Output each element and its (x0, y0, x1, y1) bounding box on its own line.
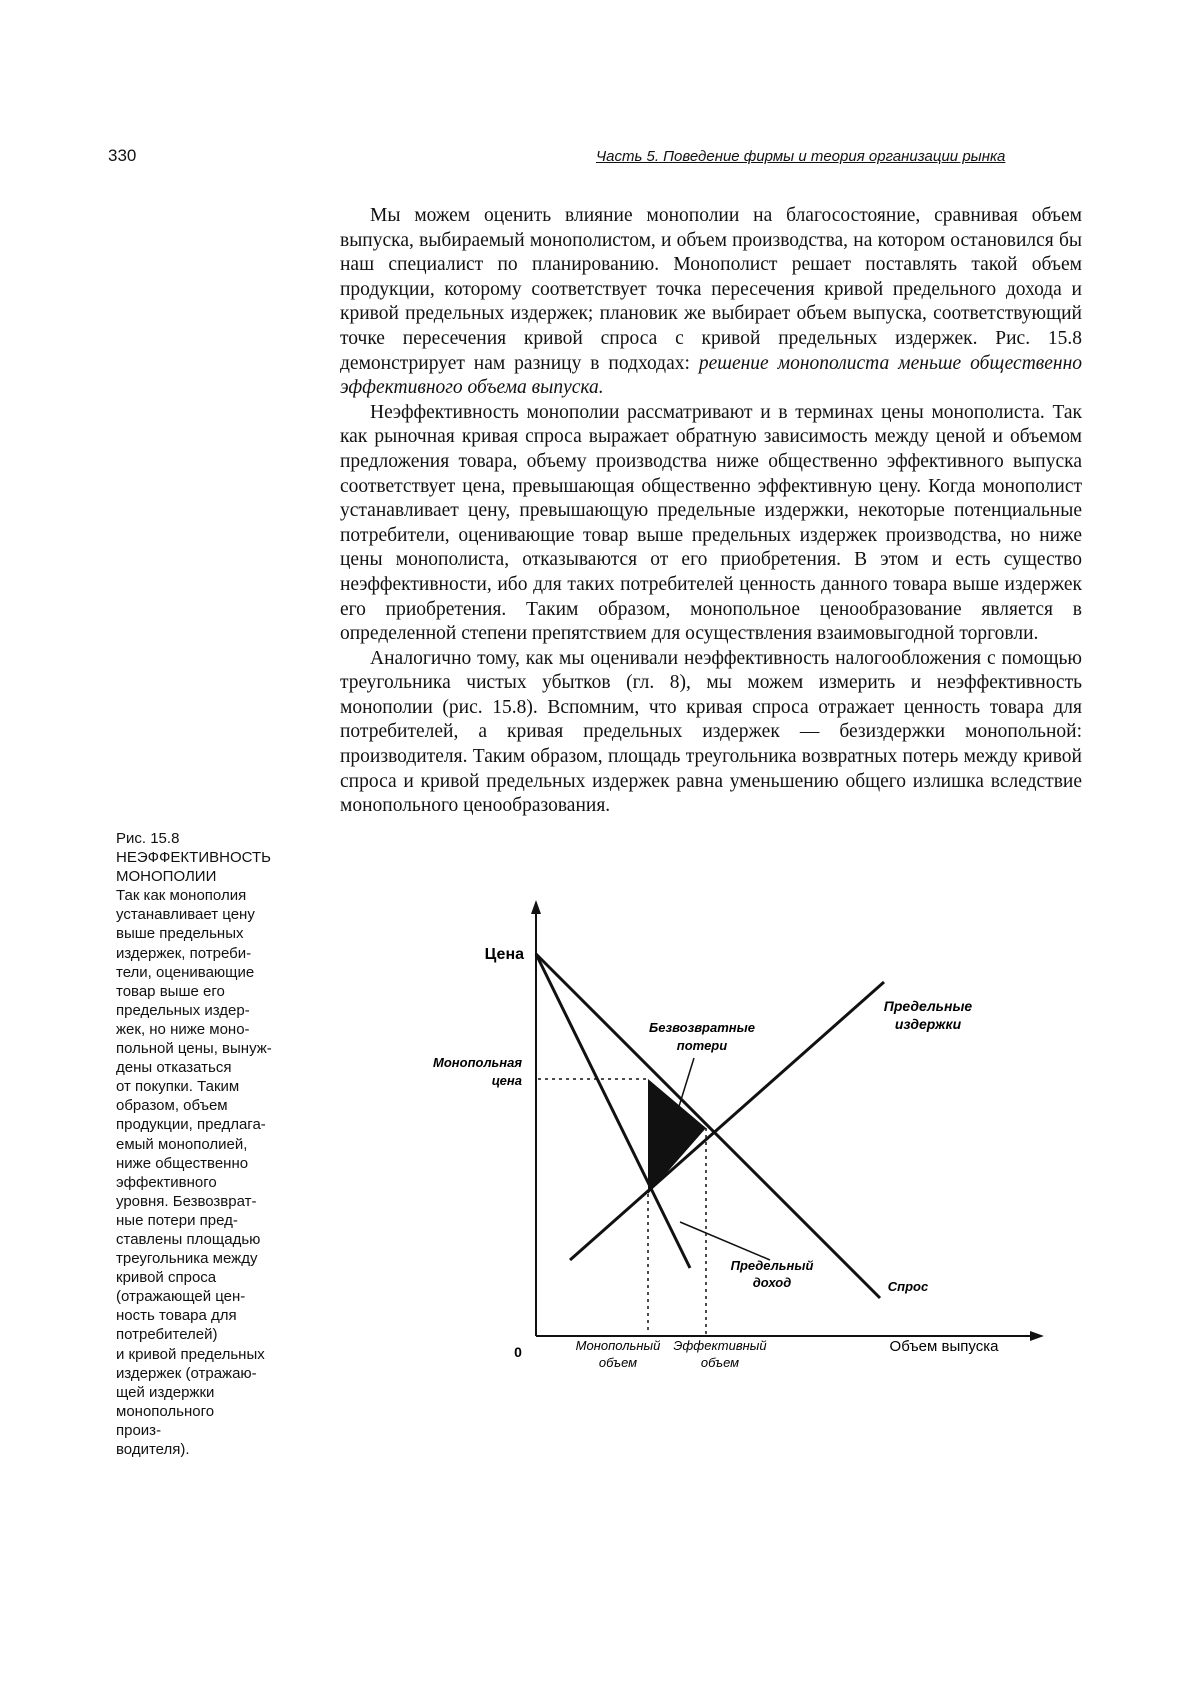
deadweight-label-2: потери (676, 1038, 728, 1053)
paragraph-1-text: Мы можем оценить влияние монополии на благосостояние, сравнивая объем выпуска, выбираемый монополистом, и объем производства, на котором остановился бы наш специалист по планированию. Монополист решает поставлять такой объем продукции, которому соответствует точка пересечения кривой предельного дохода и кривой предельных издержек; плановик же выбирает объем выпуска, соответствующий точке пересечения кривой спроса с кривой предельных издержек. Рис. 15.8 демонстрирует нам разницу в подходах: (340, 205, 1082, 374)
monopoly-price-label-2: цена (491, 1073, 522, 1088)
marginal-revenue-label-2: доход (752, 1275, 792, 1290)
efficient-quantity-label-2: объем (700, 1355, 740, 1370)
figure-number: Рис. 15.8 (116, 830, 180, 847)
y-axis-label: Цена (484, 946, 524, 963)
monopoly-price-label-1: Монопольная (433, 1055, 522, 1070)
y-axis-arrow (531, 900, 541, 914)
marginal-cost-label-1: Предельные (883, 998, 973, 1014)
figure-caption-text: Так как монополия устанавливает цену выше предельных издержек, потреби- тели, оценивающие товар выше его предельных издер- жек, но ниже моно- польной цены, вынуж- дены отказаться от покупки. Таким образом, объем продукции, предлага- емый монополией, ниже общественно эффективного уровня. Безвозврат- ные потери пред- ставлены площадью треугольника между кривой спроса (отражающей цен- ность товара для потребителей) и кривой предельных издержек (отражаю- щей издержки монопольного произ- водителя). (116, 887, 272, 1458)
x-axis-label: Объем выпуска (889, 1338, 999, 1355)
marginal-revenue-label-1: Предельный (730, 1258, 814, 1273)
monopoly-quantity-label-1: Монопольный (575, 1338, 661, 1353)
paragraph-2: Неэффективность монополии рассматривают и в терминах цены монополиста. Так как рыночная кривая спроса выражает обратную зависимость между ценой и объемом предложения товара, объему производства ниже общественно эффективного выпуска соответствует цена, превышающая общественно эффективную цену. Когда монополист устанавливает цену, превышающую предельные издержки, некоторые потенциальные потребители, оценивающие товар выше предельных издержек производства, но ниже цены монополиста, отказываются от его приобретения. В этом и есть существо неэффективности, ибо для таких потребителей ценность данного товара выше издержек его приобретения. Таким образом, монопольное ценообразование является в определенной степени препятствием для осуществления взаимовыгодной торговли. (340, 401, 1082, 645)
figure-svg (400, 900, 1080, 1400)
main-text (340, 204, 1082, 819)
paragraph-1 (340, 204, 1082, 401)
monopoly-quantity-label-2: объем (598, 1355, 638, 1370)
efficient-quantity-label-1: Эффективный (673, 1338, 767, 1353)
running-header: Часть 5. Поведение фирмы и теория организации рынка (596, 148, 1006, 165)
marginal-cost-label-2: издержки (894, 1016, 962, 1032)
paragraph-3: Аналогично тому, как мы оценивали неэффективность налогообложения с помощью треугольника чистых убытков (гл. 8), мы можем измерить и неэффективность монополии (рис. 15.8). Вспомним, что кривая спроса отражает ценность товара для потребителей, а кривая предельных издержек — безиздержки монопольной: производителя. Таким образом, площадь треугольника возвратных потерь между кривой спроса и кривой предельных издержек равна уменьшению общего излишка вследствие монопольного ценообразования. (340, 647, 1082, 817)
paragraph-1-emphasis: решение монополиста меньше общественно эффективного объема выпуска. (340, 352, 1083, 399)
monopoly-inefficiency-figure (400, 900, 1080, 1400)
x-axis-arrow (1030, 1331, 1044, 1341)
deadweight-label-1: Безвозвратные (649, 1020, 755, 1035)
figure-title: НЕЭФФЕКТИВНОСТЬ МОНОПОЛИИ (116, 849, 271, 886)
figure-caption (116, 829, 310, 1459)
demand-label: Спрос (887, 1279, 929, 1294)
mr-pointer (680, 1222, 770, 1260)
origin-label: 0 (514, 1344, 522, 1360)
page-number: 330 (108, 146, 137, 165)
